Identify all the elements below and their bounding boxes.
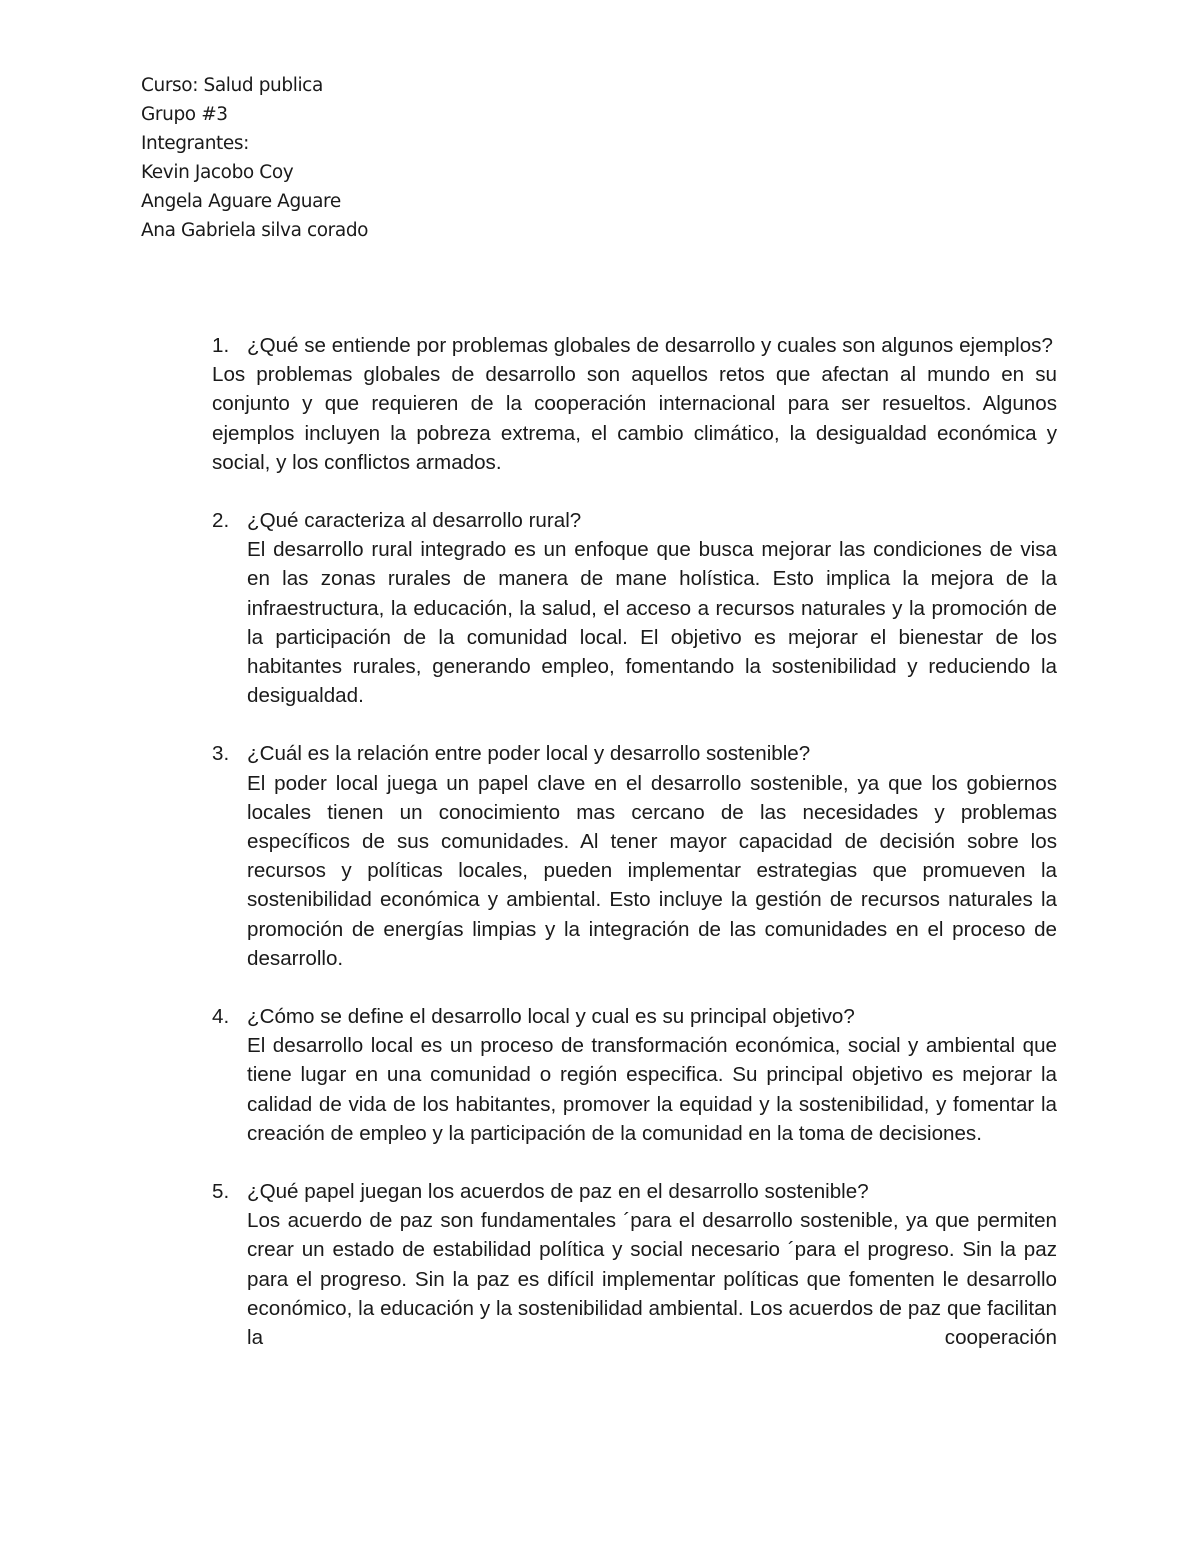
group-line: Grupo #3: [141, 104, 228, 125]
question-number: 3.: [212, 742, 230, 766]
question-item: [212, 506, 1057, 710]
question-number: 5.: [212, 1180, 230, 1204]
answer-text: El desarrollo local es un proceso de transformación económica, social y ambiental que tiene lugar en una comunidad o región especifica. Su principal objetivo es mejorar la calidad de vida de los habitantes, promover la equidad y la sostenibilidad, y fomentar la creación de empleo y la participación de la comunidad en la toma de decisiones.: [247, 1034, 1057, 1145]
question-item: [212, 1177, 1057, 1352]
course-line: Curso: Salud publica: [141, 75, 323, 96]
question-text: ¿Cómo se define el desarrollo local y cual es su principal objetivo?: [247, 1005, 855, 1029]
answer-text: Los problemas globales de desarrollo son aquellos retos que afectan al mundo en su conjunto y que requieren de la cooperación internacional para ser resueltos. Algunos ejemplos incluyen la pobreza extrema, el cambio climático, la desigualdad económica y social, y los conflictos armados.: [212, 363, 1057, 474]
member-name: Angela Aguare Aguare: [141, 191, 341, 212]
question-number: 4.: [212, 1005, 230, 1029]
question-line: [212, 1177, 1057, 1206]
question-line: [212, 331, 1057, 360]
questions-list: [212, 331, 1057, 1381]
members-label: Integrantes:: [141, 133, 249, 154]
question-text: ¿Qué caracteriza al desarrollo rural?: [247, 509, 582, 533]
question-item: [212, 739, 1057, 973]
member-name: Kevin Jacobo Coy: [141, 162, 294, 183]
question-item: [212, 1002, 1057, 1148]
question-text: ¿Cuál es la relación entre poder local y desarrollo sostenible?: [247, 742, 811, 766]
answer-text: El desarrollo rural integrado es un enfoque que busca mejorar las condiciones de visa en las zonas rurales de manera de mane holística. Esto implica la mejora de la infraestructura, la educación, la salud, el acceso a recursos naturales y la promoción de la participación de la comunidad local. El objetivo es mejorar el bienestar de los habitantes rurales, generando empleo, fomentando la sostenibilidad y reduciendo la desigualdad.: [247, 538, 1057, 708]
question-line: [212, 506, 1057, 535]
document-header: [141, 71, 368, 245]
question-line: [212, 1002, 1057, 1031]
answer-text: Los acuerdo de paz son fundamentales ´para el desarrollo sostenible, ya que permiten crear un estado de estabilidad política y social necesario ´para el progreso. Sin la paz para el progreso. Sin la paz es difícil implementar políticas que fomenten le desarrollo económico, la educación y la sostenibilidad ambiental. Los acuerdos de paz que facilitan la cooperación: [247, 1209, 1057, 1350]
question-number: 2.: [212, 509, 230, 533]
answer-text: El poder local juega un papel clave en el desarrollo sostenible, ya que los gobiernos locales tienen un conocimiento mas cercano de las necesidades y problemas específicos de sus comunidades. Al tener mayor capacidad de decisión sobre los recursos y políticas locales, pueden implementar estrategias que promueven la sostenibilidad económica y ambiental. Esto incluye la gestión de recursos naturales la promoción de energías limpias y la integración de las comunidades en el proceso de desarrollo.: [247, 771, 1057, 970]
question-text: ¿Qué se entiende por problemas globales de desarrollo y cuales son algunos ejemplos?: [247, 334, 1053, 357]
question-line: [212, 739, 1057, 768]
question-item: [212, 331, 1057, 477]
member-name: Ana Gabriela silva corado: [141, 220, 369, 241]
question-text: ¿Qué papel juegan los acuerdos de paz en el desarrollo sostenible?: [247, 1180, 869, 1204]
question-number: 1.: [212, 334, 230, 357]
